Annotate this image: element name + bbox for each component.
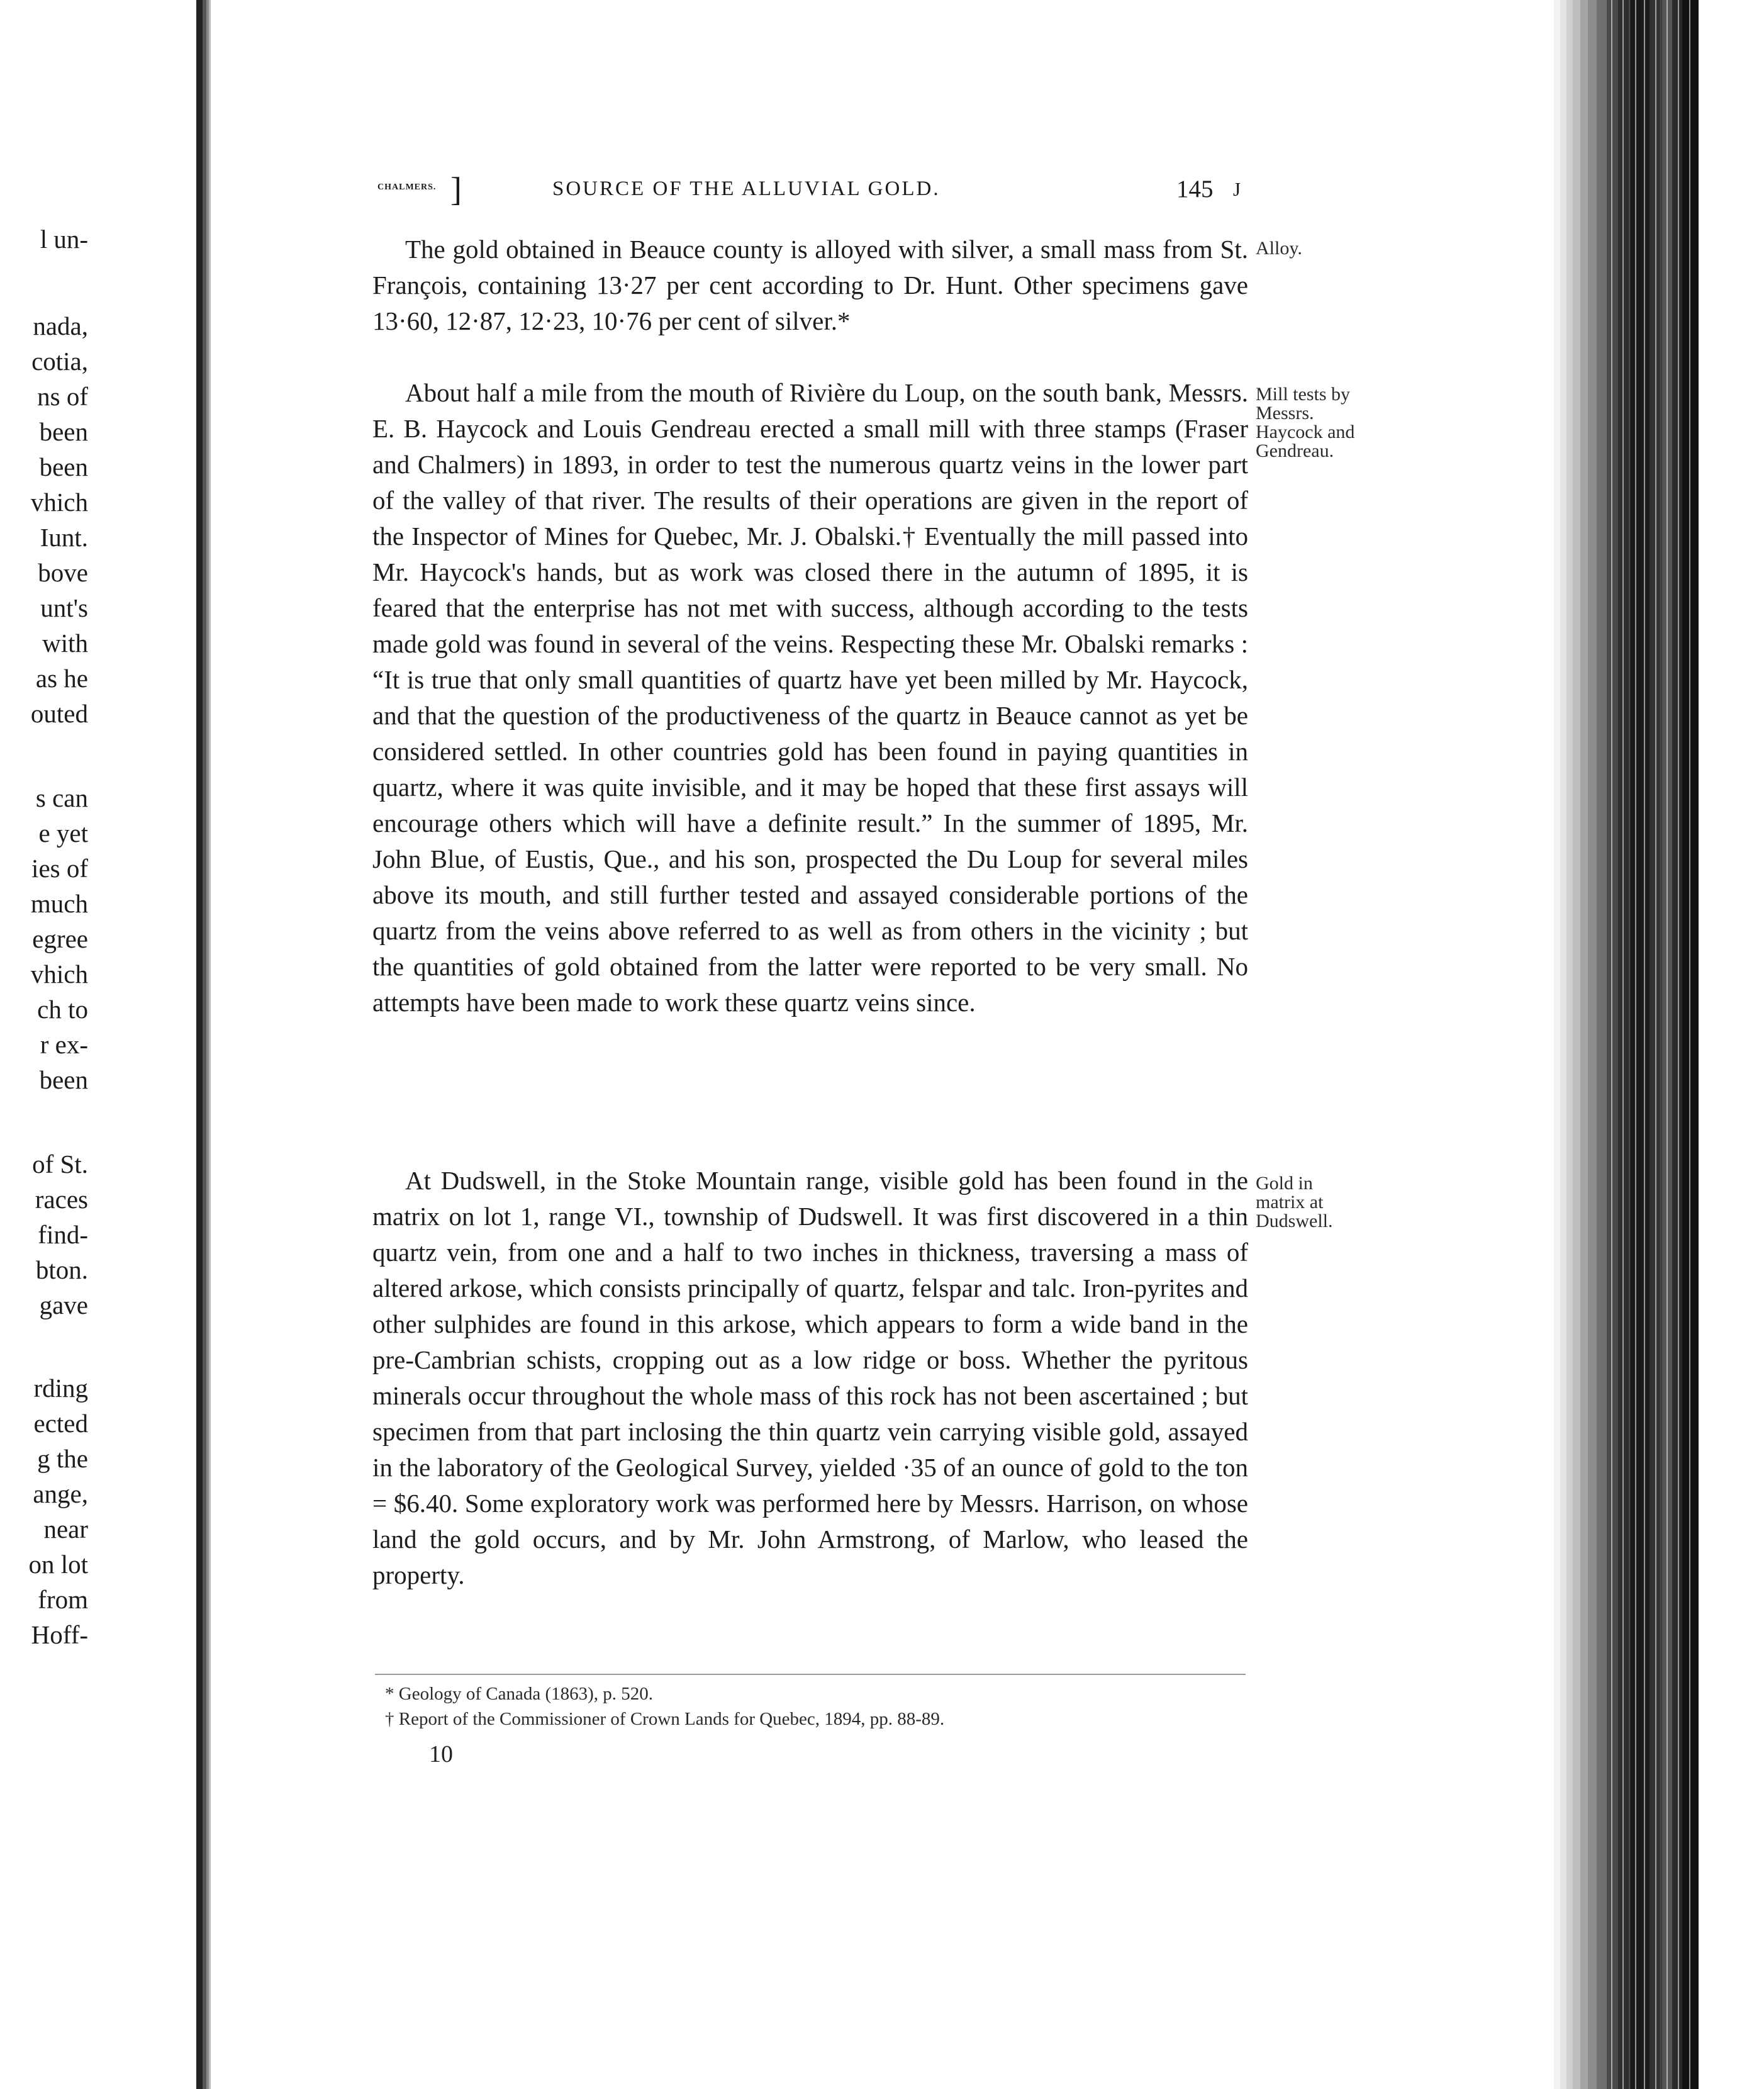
left-page-fragment: unt's — [40, 593, 88, 622]
left-page-fragment: e yet — [38, 819, 88, 848]
left-page-fragment: bove — [38, 558, 88, 587]
left-page-fragment: egree — [32, 924, 88, 953]
left-page-fragment: outed — [30, 699, 88, 728]
left-page-fragment: vhich — [30, 488, 88, 517]
margin-note-alloy: Alloy. — [1256, 238, 1302, 259]
paragraph-dudswell: At Dudswell, in the Stoke Mountain range, visible gold has been found in the matrix on lot 1, range VI., township of Dudswell. It was first discovered in a thin quartz vein, from one and a half to two inches in thickness, traversing a mass of altered arkose, which consists principally of quartz, felspar and talc. Iron-pyrites and other sulphides are found in this arkose, which appears to form a wide band in the pre-Cambrian schists, cropping out as a low ridge or boss. Whether the pyritous minerals occur throughout the whole mass of this rock has not been ascertained ; but specimen from that part inclosing the thin quartz vein carrying visible gold, assayed in the laboratory of the Geological Survey, yielded ·35 of an ounce of gold to the ton = $6.40. Some exploratory work was performed here by Messrs. Harrison, on whose land the gold occurs, and by Mr. John Armstrong, of Marlow, who leased the property. — [372, 1166, 1248, 1589]
left-page-fragment: g the — [37, 1444, 88, 1473]
margin-note-dudswell: Gold in matrix at Dudswell. — [1256, 1173, 1333, 1231]
running-head-signature-mark: J — [1233, 178, 1241, 200]
left-page-fragment: near — [43, 1515, 88, 1543]
left-page-fragment: ected — [33, 1409, 88, 1438]
running-head-bracket: ] — [450, 171, 462, 208]
left-page-fragment: of St. — [32, 1150, 88, 1179]
left-page-fragment: Hoff- — [31, 1620, 88, 1649]
left-page-fragment: ange, — [33, 1479, 88, 1508]
left-page-fragment: s can — [35, 783, 88, 812]
left-page-fragment: from — [38, 1585, 88, 1614]
page-number: 145 — [1176, 176, 1214, 203]
running-head-title: SOURCE OF THE ALLUVIAL GOLD. — [552, 177, 941, 200]
left-page-fragment: been — [39, 1065, 88, 1094]
paragraph-alloy: The gold obtained in Beauce county is alloyed with silver, a small mass from St. François, containing 13·27 per cent according to Dr. Hunt. Other specimens gave 13·60, 12·87, 12·23, 10·76 per cent of silver.* — [372, 235, 1248, 335]
left-page-fragment: rding — [33, 1374, 88, 1403]
left-page-fragment: bton. — [35, 1255, 88, 1284]
left-page-fragment: r ex- — [40, 1030, 88, 1059]
left-page-fragment: been — [39, 452, 88, 481]
footnote-rule — [375, 1674, 1246, 1675]
signature-number: 10 — [429, 1741, 453, 1767]
left-page-fragment: races — [35, 1185, 88, 1214]
left-page-fragment: find- — [38, 1220, 88, 1249]
left-page-fragment: as he — [35, 664, 88, 693]
left-page-fragment: with — [42, 629, 88, 658]
margin-note-mill-tests: Mill tests by Messrs. Haycock and Gendreau. — [1256, 384, 1355, 461]
footnote-crown-lands: † Report of the Commissioner of Crown Lands for Quebec, 1894, pp. 88-89. — [385, 1709, 945, 1729]
left-page-fragment: Iunt. — [40, 523, 88, 552]
left-page-fragments — [0, 0, 88, 2089]
paragraph-mill-tests: About half a mile from the mouth of Rivière du Loup, on the south bank, Messrs. E. B. Haycock and Louis Gendreau erected a small mill with three stamps (Fraser and Chalmers) in 1893, in order to test the numerous quartz veins in the lower part of the valley of that river. The results of their operations are given in the report of the Inspector of Mines for Quebec, Mr. J. Obalski.† Eventually the mill passed into Mr. Haycock's hands, but as work was closed there in the autumn of 1895, it is feared that the enterprise has not met with success, although according to the tests made gold was found in several of the veins. Respecting these Mr. Obalski remarks : “It is true that only small quantities of quartz have yet been milled by Mr. Haycock, and that the question of the productiveness of the quartz in Beauce cannot as yet be considered settled. In other countries gold has been found in paying quantities in quartz, where it was quite invisible, and it may be hoped that these first assays will encourage others which will have a definite result.” In the summer of 1895, Mr. John Blue, of Eustis, Que., and his son, prospected the Du Loup for several miles above its mouth, and still further tested and assayed considerable portions of the quartz from the veins above referred to as well as from others in the vicinity ; but the quantities of gold obtained from the latter were reported to be very small. No attempts have been made to work these quartz veins since. — [372, 378, 1248, 1017]
left-page-fragment: vhich — [30, 960, 88, 988]
footnote-geology: * Geology of Canada (1863), p. 520. — [385, 1684, 654, 1704]
left-page-fragment: l un- — [40, 225, 88, 254]
left-page-fragment: on lot — [28, 1550, 88, 1579]
left-page-fragment: cotia, — [31, 347, 88, 376]
left-page-fragment: ch to — [37, 995, 88, 1024]
running-head-author: CHALMERS. — [377, 182, 437, 192]
left-page-fragment: ns of — [37, 382, 88, 411]
left-page-fragment: been — [39, 417, 88, 446]
left-page-fragment: much — [30, 889, 88, 918]
left-page-fragment: gave — [39, 1291, 88, 1319]
left-page-fragment: ies of — [31, 854, 88, 883]
left-page-fragment: nada, — [33, 311, 88, 340]
